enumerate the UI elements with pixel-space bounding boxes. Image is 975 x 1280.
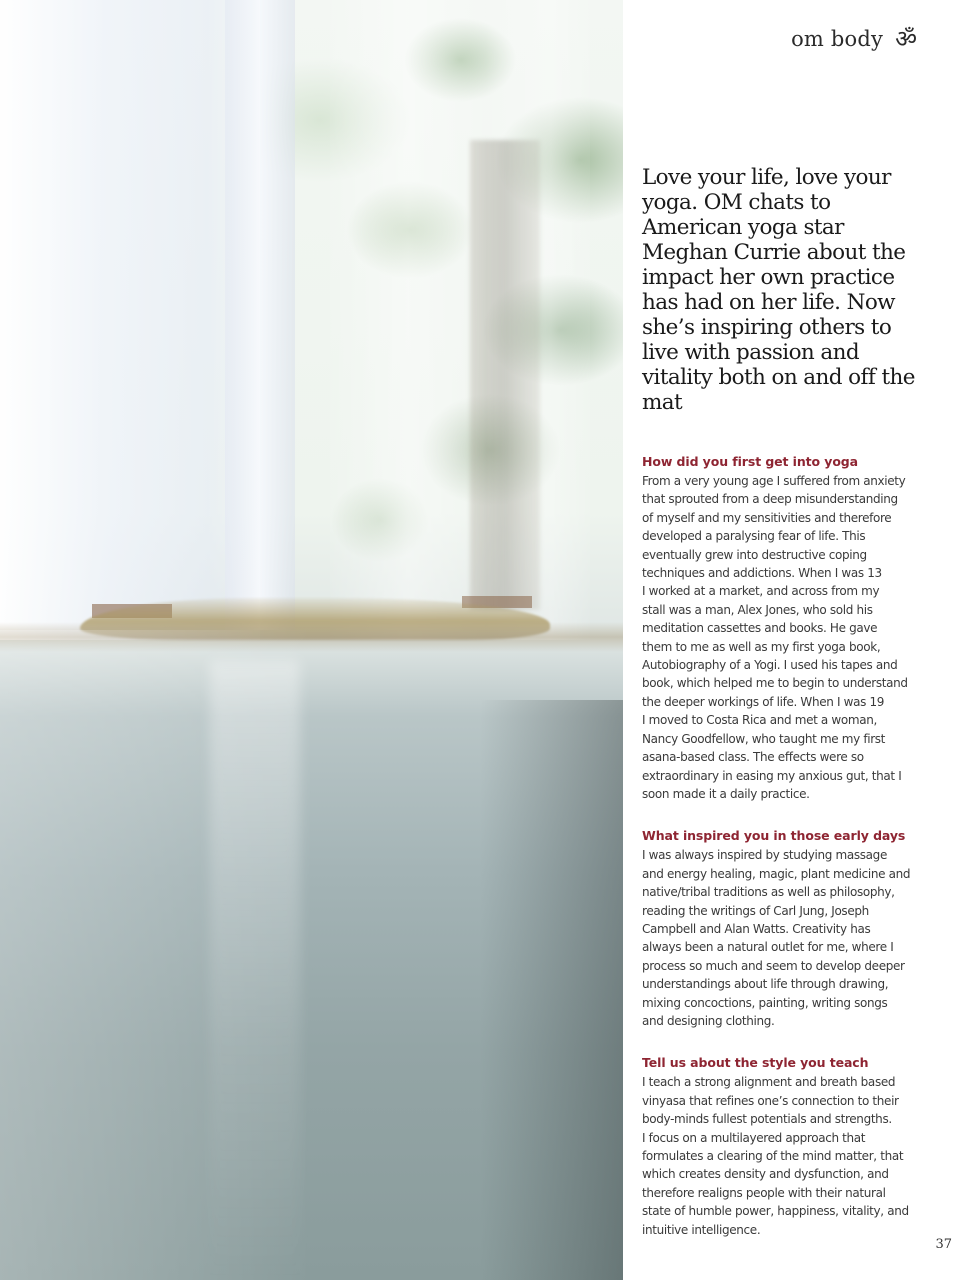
qa-question: How did you first get into yoga	[642, 454, 858, 469]
photo-floor-reflection	[210, 660, 300, 1280]
qa-block	[642, 1054, 932, 1239]
qa-question: What inspired you in those early days	[642, 828, 906, 844]
qa-question: Tell us about the style you teach	[642, 1055, 869, 1071]
photo-curtain-right	[330, 0, 590, 640]
qa-answer: I teach a strong alignment and breath based vinyasa that refines one’s connection to their body-minds fullest potentials and strengths. I focus on a multilayered approach that formulates a clearing of the mind matter, that which creates density and dysfunction, and therefore realigns people with their natural state of humble power, happiness, vitality, and intuitive intelligence.	[642, 1075, 909, 1237]
section-label: om body	[791, 27, 884, 51]
article-standfirst: Love your life, love your yoga. OM chats to American yoga star Meghan Currie about the impact her own practice has had on her life. Now she’s inspiring others to live with passion and vitality both on and off the mat	[642, 165, 915, 415]
section-header	[791, 24, 917, 54]
qa-block	[642, 453, 932, 803]
qa-answer: From a very young age I suffered from anxiety that sprouted from a deep misunderstanding of myself and my sensitivities and therefore developed a paralysing fear of life. This eventually grew into destructive coping techniques and addictions. When I was 13 I worked at a market, and across from my stall was a man, Alex Jones, who sold his meditation cassettes and books. He gave them to me as well as my first yoga book, Autobiography of a Yogi. I used his tapes and book, which helped me to begin to understand the deeper workings of life. When I was 19 I moved to Costa Rica and met a woman, Nancy Goodfellow, who taught me my first asana-based class. The effects were so extraordinary in easing my anxious gut, that I soon made it a daily practice.	[642, 474, 908, 801]
qa-block	[642, 827, 932, 1030]
page-number: 37	[935, 1237, 952, 1252]
qa-answer: I was always inspired by studying massage and energy healing, magic, plant medicine and native/tribal traditions as well as philosophy, reading the writings of Carl Jung, Joseph Campbell and Alan Watts. Creativity has always been a natural outlet for me, where I process so much and seem to develop deeper understandings about life through drawing, mixing concoctions, painting, writing songs and designing clothing.	[642, 848, 911, 1028]
photo-curtain-left	[0, 0, 260, 640]
photo-floor-shadow	[480, 700, 623, 1280]
om-symbol-icon: ॐ	[895, 25, 917, 53]
article-column	[642, 165, 932, 1263]
